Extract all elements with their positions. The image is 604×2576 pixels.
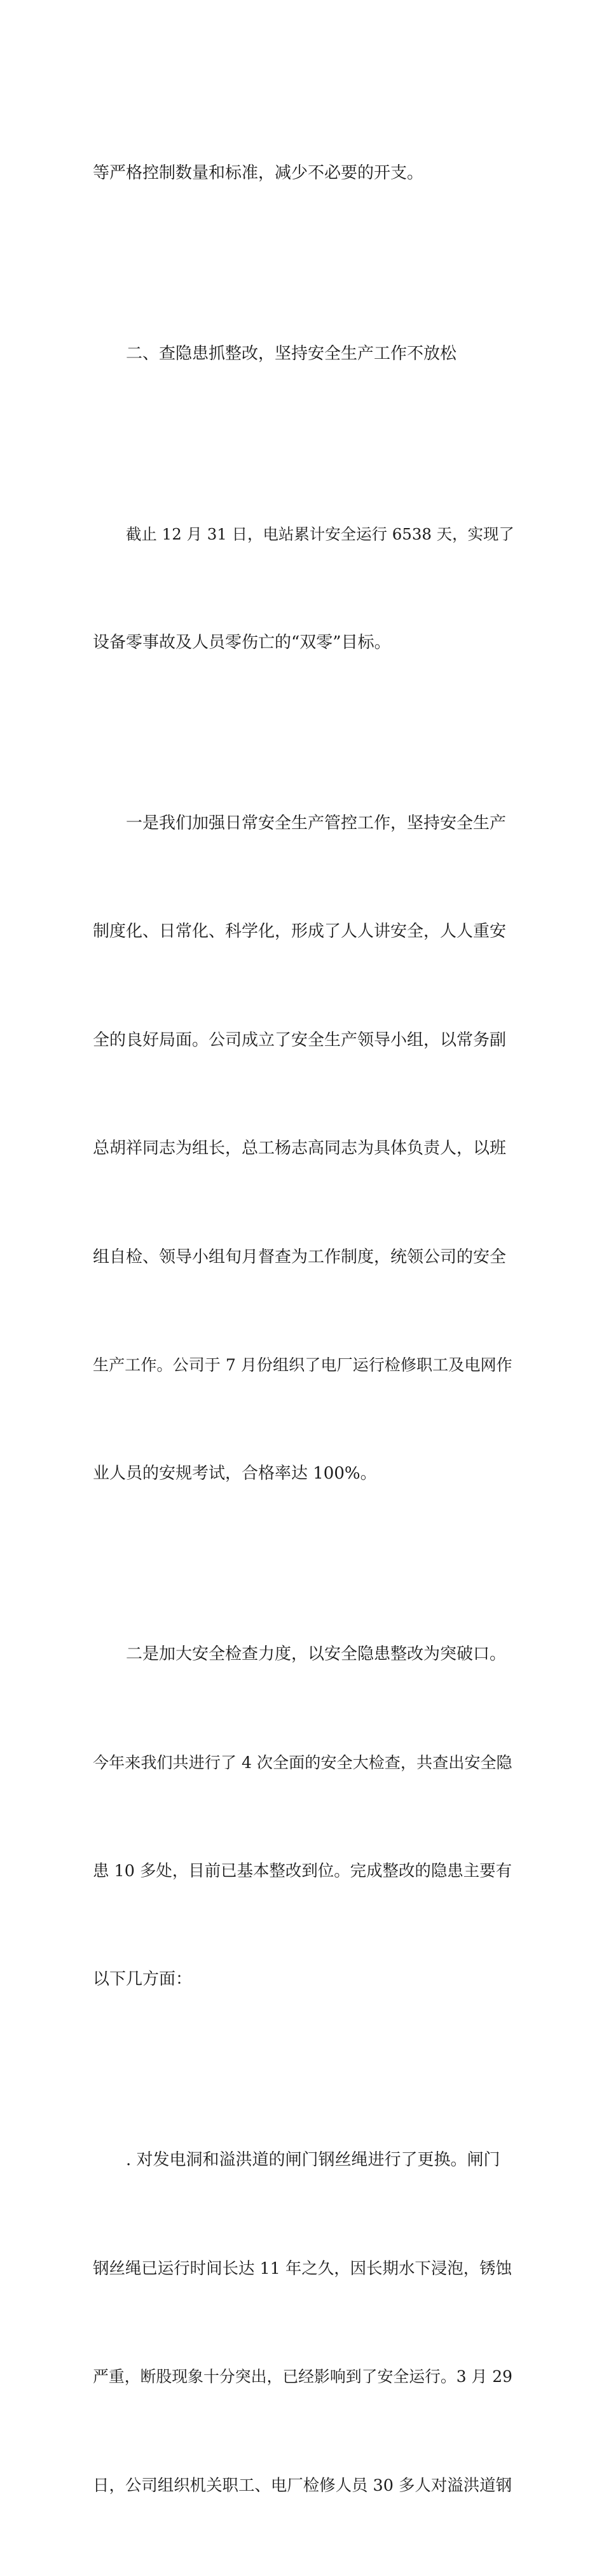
text-line: 组自检、领导小组旬月督查为工作制度，统领公司的安全 — [93, 1247, 507, 1267]
text-line: 二是加大安全检查力度，以安全隐患整改为突破口。 — [126, 1645, 507, 1664]
text-line: 以下几方面： — [93, 1970, 193, 1989]
text-line: 生产工作。公司于 7 月份组织了电厂运行检修职工及电网作 — [93, 1355, 512, 1374]
text-line: 截止 12 月 31 日，电站累计安全运行 6538 天，实现了 — [126, 524, 514, 543]
text-line: 全的良好局面。公司成立了安全生产领导小组，以常务副 — [93, 1030, 507, 1050]
document-body — [93, 83, 512, 2576]
text-line: 日，公司组织机关职工、电厂检修人员 30 多人对溢洪道钢 — [93, 2475, 512, 2495]
text-line: 业人员的安规考试，合格率达 100%。 — [93, 1464, 377, 1484]
text-line: 总胡祥同志为组长，总工杨志高同志为具体负责人，以班 — [93, 1139, 507, 1159]
paragraph-daily-safety-control — [93, 733, 512, 1564]
paragraph-safety-inspection — [93, 1564, 512, 2070]
paragraph-safe-operation-days — [93, 444, 512, 733]
text-line: 钢丝绳已运行时间长达 11 年之久，因长期水下浸泡，锈蚀 — [93, 2259, 512, 2278]
text-line: 设备零事故及人员零伤亡的“双零”目标。 — [93, 632, 391, 652]
text-line: 严重，断股现象十分突出，已经影响到了安全运行。3 月 29 — [93, 2367, 512, 2386]
text-line: . 对发电洞和溢洪道的闸门钢丝绳进行了更换。闸门 — [126, 2150, 500, 2170]
text-line: 一是我们加强日常安全生产管控工作，坚持安全生产 — [126, 813, 507, 833]
paragraph-cost-control — [93, 83, 512, 263]
text-line: 制度化、日常化、科学化，形成了人人讲安全，人人重安 — [93, 922, 507, 942]
text-line: 等严格控制数量和标准，减少不必要的开支。 — [93, 163, 424, 183]
text-line: 患 10 多处，目前已基本整改到位。完成整改的隐患主要有 — [93, 1862, 512, 1881]
text-line: 今年来我们共进行了 4 次全面的安全大检查，共查出安全隐 — [93, 1753, 512, 1772]
section-heading-text: 二、查隐患抓整改，坚持安全生产工作不放松 — [126, 344, 457, 363]
paragraph-wire-rope-replacement — [93, 2070, 512, 2576]
section-heading-hazard-rectification — [93, 263, 512, 444]
